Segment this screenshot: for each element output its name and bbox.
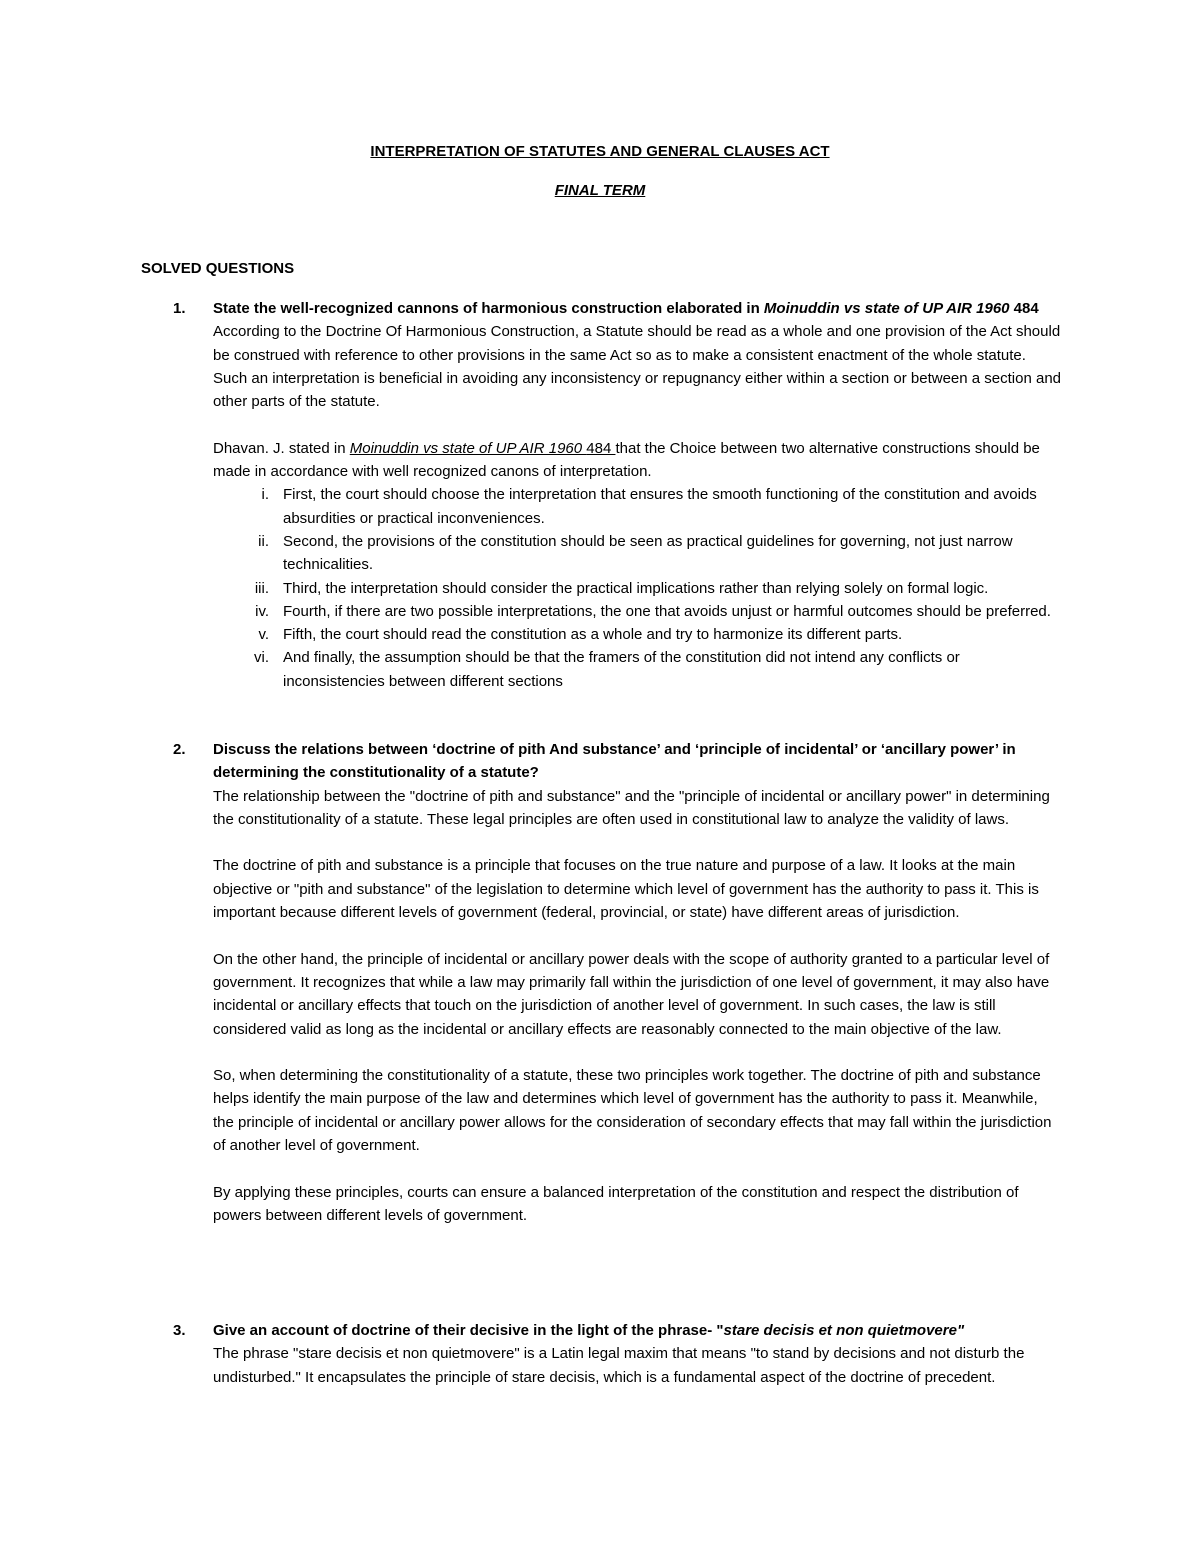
answer-paragraph: The relationship between the "doctrine of pith and substance" and the "principle of incidental or ancillary power" in determining the constitutionality of a statute. These legal principles are often used in constitutional law to analyze the validity of laws. [213, 787, 1050, 828]
section-heading: SOLVED QUESTIONS [141, 260, 295, 277]
case-citation-number: 484 [586, 439, 616, 457]
paragraph-text: that the Choice between two alternative constructions should be made in accordance with well recognized canons of interpretation. [213, 439, 1040, 481]
answer-paragraph: According to the Doctrine Of Harmonious Construction, a Statute should be read as a whole and one provision of the Act should be construed with reference to other provisions in the same Act so as to make a consistent enactment of the whole statute. Such an interpretation is beneficial in avoiding any inconsistency or repugnancy either within a section or between a section and other parts of the statute. [213, 323, 1062, 411]
paragraph-text: Dhavan. J. stated in [213, 439, 350, 457]
question-number: 2. [173, 741, 186, 758]
canon-item [213, 483, 1061, 530]
canon-numeral: ii. [258, 532, 269, 550]
canon-text: Fourth, if there are two possible interpretations, the one that avoids unjust or harmful outcomes should be preferred. [283, 602, 1051, 620]
heading-text: State the well-recognized cannons of harmonious construction elaborated in [213, 300, 764, 317]
answer-paragraph: The doctrine of pith and substance is a principle that focuses on the true nature and purpose of a law. It looks at the main objective or "pith and substance" of the legislation to determine which level of government has the authority to pass it. This is important because different levels of government (federal, provincial, or state) have different areas of jurisdiction. [213, 857, 1039, 922]
answer-paragraph: On the other hand, the principle of incidental or ancillary power deals with the scope of authority granted to a particular level of government. It recognizes that while a law may primarily fall within the jurisdiction of one level of government, it may also have incidental or ancillary effects that touch on the jurisdiction of another level of government. In such cases, the law is still considered valid as long as the incidental or ancillary effects are reasonably connected to the main objective of the law. [213, 950, 1050, 1038]
question-heading [213, 1319, 1061, 1342]
canon-text: Third, the interpretation should consider the practical implications rather than relying solely on formal logic. [283, 579, 989, 597]
canon-text: Second, the provisions of the constitution should be seen as practical guidelines for governing, not just narrow technicalities. [283, 532, 1013, 574]
canon-numeral: iv. [255, 602, 269, 620]
canons-list [213, 483, 1061, 693]
heading-text: Give an account of doctrine of their decisive in the light of the phrase- " [213, 1322, 724, 1339]
document-title: INTERPRETATION OF STATUTES AND GENERAL CLAUSES ACT [370, 143, 830, 160]
question-1 [141, 297, 1061, 693]
canon-text: Fifth, the court should read the constitution as a whole and try to harmonize its different parts. [283, 626, 903, 644]
document-subtitle: FINAL TERM [554, 182, 646, 199]
case-citation: Moinuddin vs state of UP AIR 1960 [763, 300, 1010, 317]
question-3 [141, 1319, 1061, 1389]
heading-text-end: 484 [1009, 300, 1039, 317]
canon-text: First, the court should choose the interpretation that ensures the smooth functioning of the constitution and avoids absurdities or practical inconveniences. [283, 486, 1037, 527]
canon-item [213, 623, 1061, 646]
canon-item [213, 600, 1061, 623]
canon-item [213, 530, 1061, 577]
answer-paragraph: So, when determining the constitutionality of a statute, these two principles work together. The doctrine of pith and substance helps identify the main purpose of the law and determines which level of government has the authority to pass it. Meanwhile, the principle of incidental or ancillary power allows for the consideration of secondary effects that may fall within the jurisdiction of another level of government. [213, 1067, 1052, 1155]
canon-item [213, 646, 1061, 693]
question-number: 1. [173, 300, 186, 317]
canon-item [213, 577, 1061, 600]
canon-numeral: v. [258, 626, 269, 644]
question-heading [213, 297, 1061, 320]
canon-numeral: i. [261, 486, 269, 504]
canon-numeral: iii. [254, 579, 269, 597]
canon-numeral: vi. [254, 649, 269, 667]
question-number: 3. [173, 1322, 186, 1339]
case-citation: Moinuddin vs state of UP AIR 1960 [349, 439, 587, 457]
answer-paragraph: The phrase "stare decisis et non quietmovere" is a Latin legal maxim that means "to stand by decisions and not disturb the undisturbed." It encapsulates the principle of stare decisis, which is a fundamental aspect of the doctrine of precedent. [213, 1345, 1025, 1386]
canon-text: And finally, the assumption should be that the framers of the constitution did not intend any conflicts or inconsistencies between different sections [283, 649, 960, 690]
answer-paragraph: By applying these principles, courts can ensure a balanced interpretation of the constitution and respect the distribution of powers between different levels of government. [213, 1183, 1019, 1224]
latin-phrase: stare decisis et non quietmovere" [723, 1322, 965, 1339]
answer-paragraph [213, 437, 1061, 484]
question-2 [141, 738, 1061, 1227]
question-heading: Discuss the relations between ‘doctrine of pith And substance’ and ‘principle of incidental’ or ‘ancillary power’ in determining the constitutionality of a statute? [213, 741, 1016, 782]
